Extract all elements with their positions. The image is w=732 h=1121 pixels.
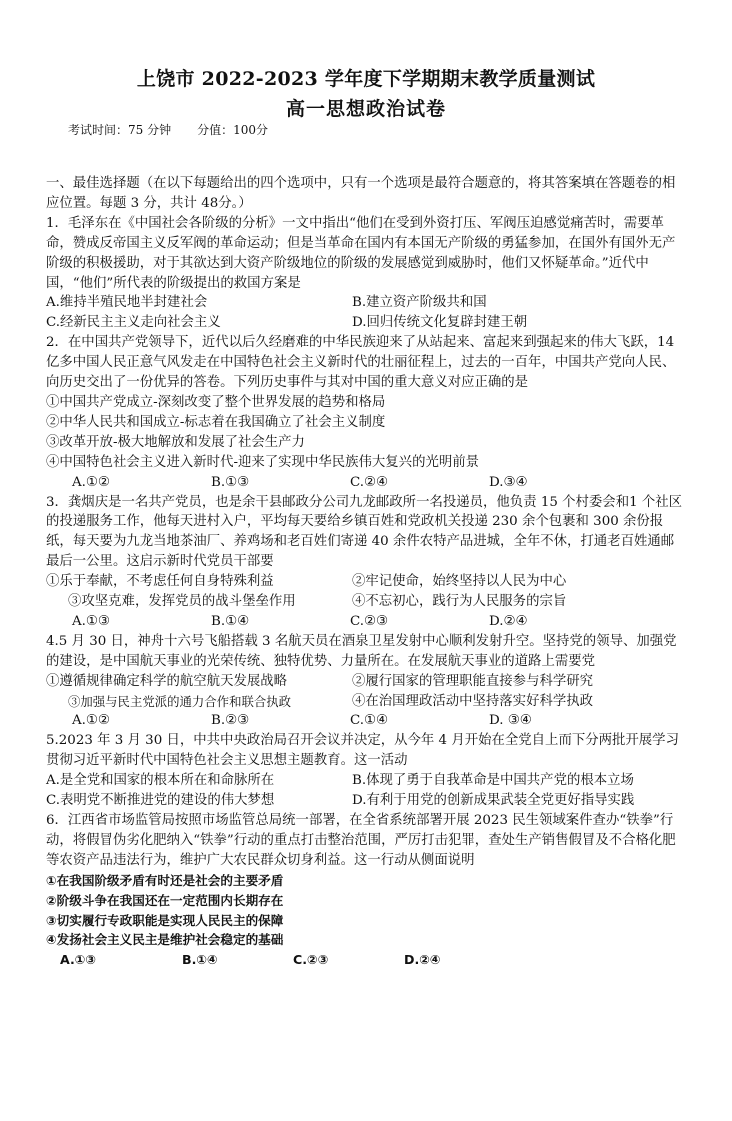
q2-statement-4: ④中国特色社会主义进入新时代-迎来了实现中华民族伟大复兴的光明前景 — [46, 454, 480, 470]
q6-option-c: C.②③ — [293, 952, 329, 968]
q2-statement-1: ①中国共产党成立-深刻改变了整个世界发展的趋势和格局 — [46, 394, 386, 410]
q6-option-a: A.①③ — [60, 952, 97, 968]
q3-statement-4: ④不忘初心，践行为人民服务的宗旨 — [352, 594, 567, 610]
q3-stem: 3．龚烟庆是一名共产党员，也是余干县邮政分公司九龙邮政所一名投递员，他负责 15 个村委会和1 个社区的投递服务工作，他每天进村入户，平均每天要给乡镇百姓和党政机关投递 230 余个包裹和 300 余份报纸，每天要为九龙当地茶油厂、养鸡场和老百姓们寄递 40 余件农特产品进城，全年不休，打通老百姓通邮最后一公里。这启示新时代党员干部要 — [46, 494, 683, 570]
q6-stem: 6．江西省市场监管局按照市场监管总局统一部署，在全省系统部署开展 2023 民生领域案件查办“铁拳”行动，将假冒伪劣化肥纳入“铁拳”行动的重点打击整治范围，严厉打击犯罪，查处生产销售假冒及不合格化肥等农资产品违法行为，维护广大农民群众切身利益。这一行动从侧面说明 — [46, 813, 676, 868]
q2-stem: 2．在中国共产党领导下，近代以后久经磨难的中华民族迎来了从站起来、富起来到强起来的伟大飞跃，14 亿多中国人民正意气风发走在中国特色社会主义新时代的壮丽征程上，过去的一百年，中国共产党向人民、向历史交出了一份优异的答卷。下列历史事件与其对中国的重大意义对应正确的是 — [46, 335, 676, 391]
q4-statement-4: ④在治国理政活动中坚持落实好科学执政 — [352, 693, 594, 709]
q4-option-c: C.①④ — [350, 713, 389, 729]
q4-option-d: D. ③④ — [489, 713, 532, 729]
q3-statement-3: ③攻坚克难，发挥党员的战斗堡垒作用 — [68, 594, 296, 610]
q4-options — [46, 711, 686, 731]
q2-option-d: D.③④ — [489, 474, 528, 490]
q6-statement-3: ③切实履行专政职能是实现人民民主的保障 — [46, 912, 284, 928]
q4-stem: 4.5 月 30 日，神舟十六号飞船搭载 3 名航天员在酒泉卫星发射中心顺利发射升空。坚持党的领导、加强党的建设，是中国航天事业的光荣传统、独特优势、力量所在。在发展航天事业的道路上需要党 — [46, 633, 677, 669]
q3-options — [46, 612, 686, 632]
q6-option-d: D.②④ — [404, 952, 441, 968]
section-intro: 一、最佳选择题（在以下每题给出的四个选项中，只有一个选项是最符合题意的，将其答案填在答题卷的相应位置。每题 3 分，共计 48分。） — [46, 176, 676, 211]
exam-body — [46, 174, 686, 970]
q4-option-b: B.②③ — [211, 713, 250, 729]
q1-stem: 1．毛泽东在《中国社会各阶级的分析》一文中指出“他们在受到外资打压、军阀压迫感觉痛苦时，需要革命，赞成反帝国主义反军阀的革命运动；但是当革命在国内有本国无产阶级的勇猛参加，在国外有国外无产阶级的积极援助，对于其欲达到大资产阶级地位的阶级的发展感觉到威胁时，他们又怀疑革命。”近代中国，“他们”所代表的阶级提出的救国方案是 — [46, 215, 676, 291]
q2-statement-3: ③改革开放-极大地解放和发展了社会生产力 — [46, 434, 305, 450]
q2-option-a: A.①② — [72, 474, 110, 490]
q5-options-row2 — [46, 791, 686, 811]
q5-option-c: C.表明党不断推进党的建设的伟大梦想 — [46, 793, 275, 809]
q6-statement-2: ②阶级斗争在我国还在一定范围内长期存在 — [46, 892, 284, 908]
q3-option-c: C.②③ — [350, 613, 389, 629]
q3-statement-1: ①乐于奉献，不考虑任何自身特殊利益 — [46, 574, 274, 590]
q1-option-d: D.回归传统文化复辟封建王朝 — [352, 315, 528, 331]
q1-option-a: A.维持半殖民地半封建社会 — [46, 295, 208, 311]
q4-statement-1: ①遵循规律确定科学的航空航天发展战略 — [46, 673, 288, 689]
q2-options — [46, 473, 686, 493]
q5-option-d: D.有利于用党的创新成果武装全党更好指导实践 — [352, 793, 635, 809]
exam-subtitle: 高一思想政治试卷 — [285, 98, 446, 120]
q3-option-b: B.①④ — [211, 613, 250, 629]
q5-option-b: B.体现了勇于自我革命是中国共产党的根本立场 — [352, 773, 634, 789]
q3-statements-row1 — [46, 572, 686, 592]
q3-option-d: D.②④ — [489, 613, 528, 629]
exam-meta — [68, 121, 268, 138]
exam-score: 分值：100分 — [197, 123, 268, 137]
q5-options-row1 — [46, 771, 686, 791]
q4-statement-3: ③加强与民主党派的通力合作和联合执政 — [68, 693, 292, 709]
q5-option-a: A.是全党和国家的根本所在和命脉所在 — [46, 773, 275, 789]
q5-stem: 5.2023 年 3 月 30 日，中共中央政治局召开会议并决定，从今年 4 月开始在全党自上而下分两批开展学习贯彻习近平新时代中国特色社会主义思想主题教育。这一活动 — [46, 733, 679, 769]
q2-option-c: C.②④ — [350, 474, 389, 490]
q4-statement-2: ②履行国家的管理职能直接参与科学研究 — [352, 673, 594, 689]
q2-statement-2: ②中华人民共和国成立-标志着在我国确立了社会主义制度 — [46, 414, 386, 430]
q4-statements-row2 — [46, 692, 686, 712]
q1-option-b: B.建立资产阶级共和国 — [352, 295, 487, 311]
q6-statement-4: ④发扬社会主义民主是维护社会稳定的基础 — [46, 932, 284, 948]
q3-statement-2: ②牢记使命，始终坚持以人民为中心 — [352, 574, 567, 590]
q3-statements-row2 — [46, 592, 686, 612]
q6-statement-1: ①在我国阶级矛盾有时还是社会的主要矛盾 — [46, 872, 284, 888]
q3-option-a: A.①③ — [72, 613, 110, 629]
q2-option-b: B.①③ — [211, 474, 250, 490]
q1-options-row1 — [46, 293, 686, 313]
q6-option-b: B.①④ — [182, 952, 218, 968]
exam-time: 考试时间：75 分钟 — [68, 123, 172, 137]
q1-options-row2 — [46, 313, 686, 333]
q4-option-a: A.①② — [72, 713, 110, 729]
q1-option-c: C.经新民主主义走向社会主义 — [46, 315, 221, 331]
q6-options — [46, 950, 686, 970]
exam-title: 上饶市 2022-2023 学年度下学期期末教学质量测试 — [136, 68, 596, 90]
q4-statements-row1 — [46, 672, 686, 692]
